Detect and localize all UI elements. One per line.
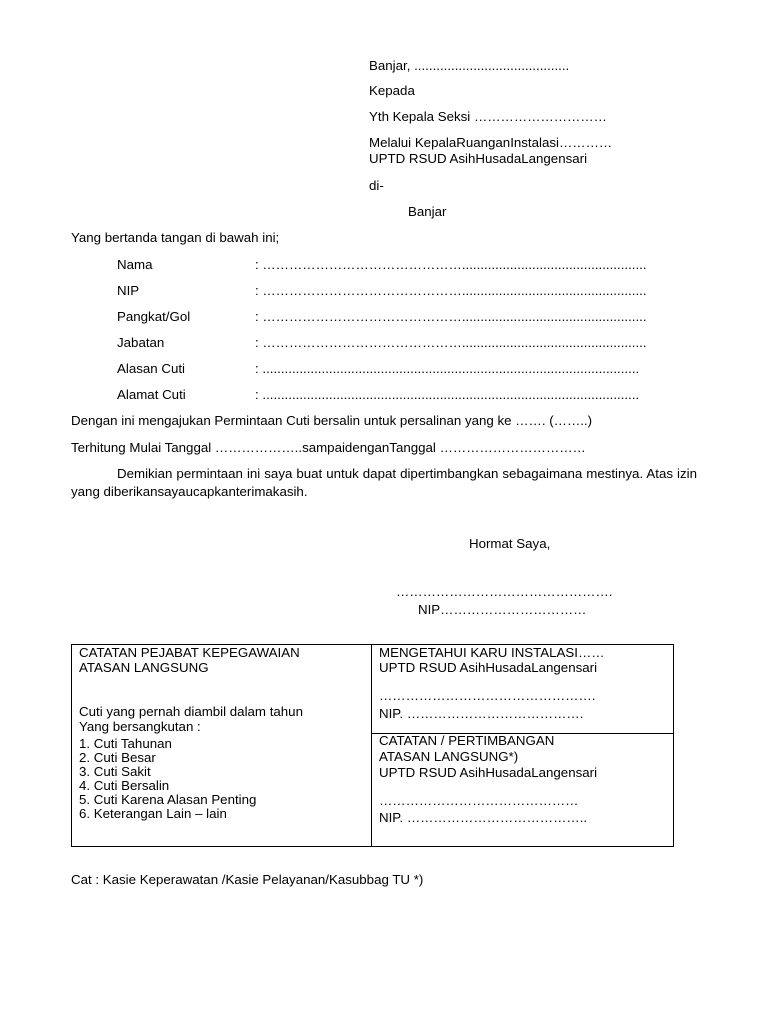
field-label-pangkat: Pangkat/Gol [117,309,191,324]
supervisor-org: UPTD RSUD AsihHusadaLangensari [379,765,598,780]
field-label-jabatan: Jabatan [117,335,165,350]
supervisor-sign-line: ……………………………………… [379,793,579,808]
field-label-alasan: Alasan Cuti [117,361,185,376]
place-date: Banjar, .......................................... [369,58,570,73]
leave-taken-text-1: Cuti yang pernah diambil dalam tahun [79,704,303,719]
unit-head-sign-line: …………………………………………. [379,688,596,703]
field-value-alasan: : ...................................................................................................... [255,361,640,376]
leave-taken-text-2: Yang bersangkutan : [79,719,201,734]
recipient-line: Yth Kepala Seksi ………………………… [369,109,607,124]
via-line-1: Melalui KepalaRuanganInstalasi………… [369,135,613,150]
kepada-label: Kepada [369,83,415,98]
leave-type-item: 2. Cuti Besar [79,750,156,765]
leave-type-item: 1. Cuti Tahunan [79,736,172,751]
destination-city: Banjar [408,204,447,219]
di-label: di- [369,178,384,193]
intro-text: Yang bertanda tangan di bawah ini; [71,230,280,245]
closing-paragraph: Demikian permintaan ini saya buat untuk dapat dipertimbangkan sebagaimana mestinya. Atas izin yang diberikansayaucapkanterimakasih. [71,466,697,499]
hr-notes-cell [72,645,372,847]
field-value-alamat: : ...................................................................................................... [255,387,640,402]
via-line-2: UPTD RSUD AsihHusadaLangensari [369,151,588,166]
field-label-nama: Nama [117,257,153,272]
unit-head-nip: NIP. …………………………………. [379,706,584,721]
supervisor-title-2: ATASAN LANGSUNG*) [379,749,519,764]
leave-type-item: 5. Cuti Karena Alasan Penting [79,792,257,807]
leave-type-list [79,737,256,821]
field-value-jabatan: : ……………………………………….................................................. [255,335,647,350]
approval-table [71,644,674,847]
request-line: Dengan ini mengajukan Permintaan Cuti bersalin untuk persalinan yang ke ……. (……..) [71,413,593,428]
supervisor-notes-cell [372,734,674,847]
unit-head-cell [372,645,674,734]
field-label-nip: NIP [117,283,140,298]
unit-head-title: MENGETAHUI KARU INSTALASI…… [379,645,605,660]
supervisor-nip: NIP. ………………………………….. [379,810,588,825]
field-value-nip: : ……………………………………….................................................. [255,283,647,298]
signature-nip: NIP…………………………… [418,602,587,617]
hr-notes-title-2: ATASAN LANGSUNG [79,660,209,675]
footnote: Cat : Kasie Keperawatan /Kasie Pelayanan/Kasubbag TU *) [71,872,424,887]
leave-type-item: 4. Cuti Bersalin [79,778,170,793]
field-value-pangkat: : ……………………………………….................................................. [255,309,647,324]
field-label-alamat: Alamat Cuti [117,387,186,402]
supervisor-title-1: CATATAN / PERTIMBANGAN [379,733,555,748]
date-range-line: Terhitung Mulai Tanggal ………………..sampaidenganTanggal …………………………… [71,440,586,455]
unit-head-org: UPTD RSUD AsihHusadaLangensari [379,660,598,675]
field-value-nama: : ……………………………………….................................................. [255,257,647,272]
hr-notes-title-1: CATATAN PEJABAT KEPEGAWAIAN [79,645,300,660]
signature-greeting: Hormat Saya, [469,536,551,551]
signature-name-line: …………………………………………. [396,584,613,599]
leave-type-item: 6. Keterangan Lain – lain [79,806,227,821]
leave-type-item: 3. Cuti Sakit [79,764,151,779]
